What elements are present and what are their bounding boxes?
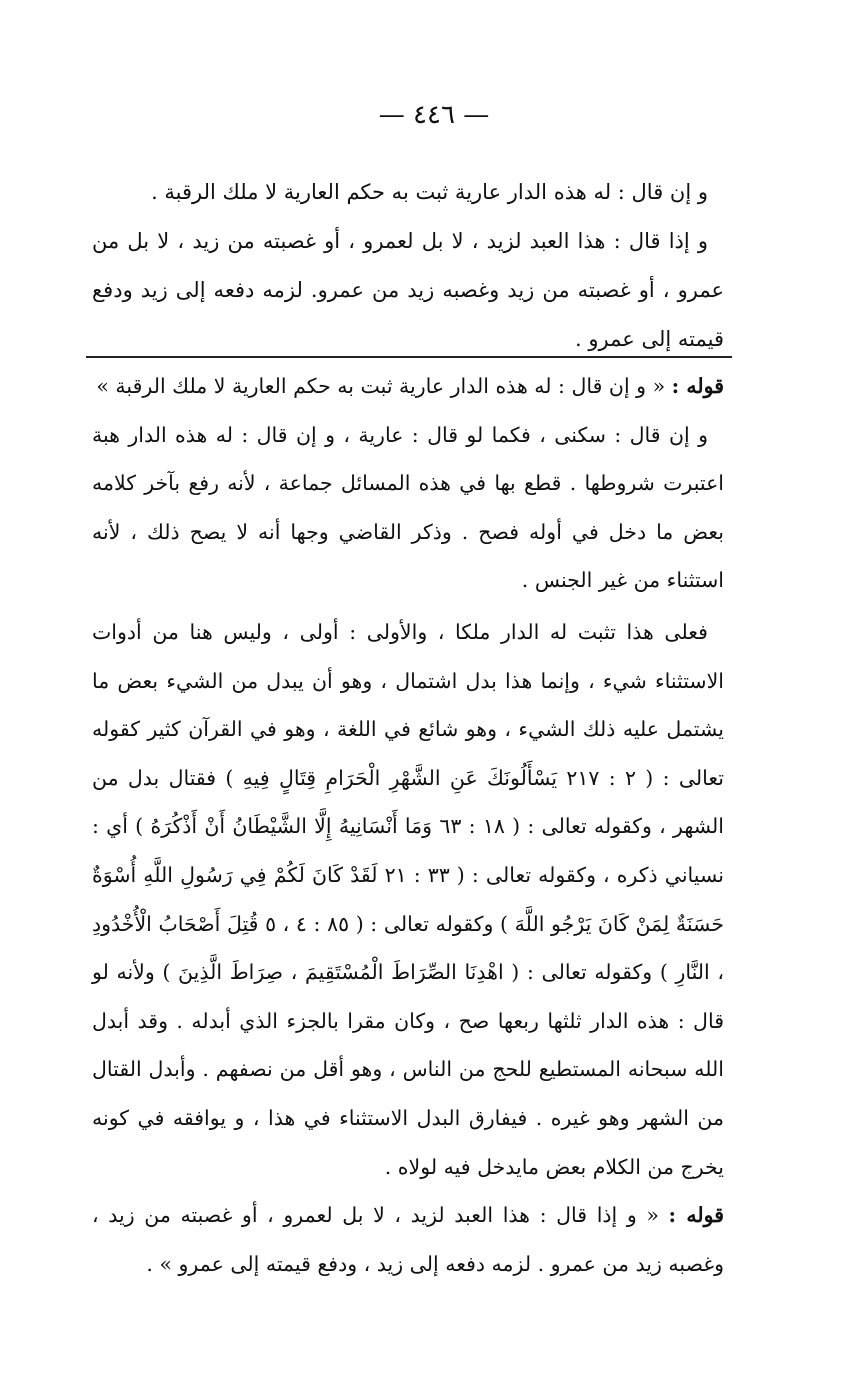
commentary-quote: « و إن قال : له هذه الدار عارية ثبت به حكم العارية لا ملك الرقبة » <box>96 374 672 398</box>
main-text-paragraph: و إذا قال : هذا العبد لزيد ، لا بل لعمرو ، أو غصبته من زيد ، لا بل من عمرو ، أو غصبته من زيد وغصبه زيد من عمرو. لزمه دفعه إلى زيد ودفع قيمته إلى عمرو . <box>92 229 724 351</box>
page-number: — ٤٤٦ — <box>378 100 490 130</box>
commentary-paragraph <box>92 411 724 605</box>
commentary-text <box>92 362 724 1288</box>
commentary-paragraph <box>92 1191 724 1288</box>
commentary-keyword: قوله : <box>668 1203 724 1228</box>
commentary-quote: « و إذا قال : هذا العبد لزيد ، لا بل لعمرو ، أو غصبته من زيد ، وغصبه زيد من عمرو . لزمه دفعه إلى زيد ، ودفع قيمته إلى عمرو » . <box>92 1203 724 1276</box>
commentary-paragraph <box>92 608 724 1191</box>
commentary-body: فعلى هذا تثبت له الدار ملكا ، والأولى : أولى ، وليس هنا من أدوات الاستثناء شيء ، وإنما هذا بدل اشتمال ، وهو أن يبدل من الشيء بعض ما يشتمل عليه ذلك الشيء ، وهو شائع في اللغة ، وهو في القرآن كثير كقوله تعالى : ( ٢ : ٢١٧ يَسْأَلُونَكَ عَنِ الشَّهْرِ الْحَرَامِ قِتَالٍ فِيهِ ) فقتال بدل من الشهر ، وكقوله تعالى : ( ١٨ : ٦٣ وَمَا أَنْسَانِيهُ إِلَّا الشَّيْطَانُ أَنْ أَذْكُرَهُ ) أي : نسياني ذكره ، وكقوله تعالى : ( ٣٣ : ٢١ لَقَدْ كَانَ لَكُمْ فِي رَسُولِ اللَّهِ أُسْوَةٌ حَسَنَةٌ لِمَنْ كَانَ يَرْجُو اللَّهَ ) وكقوله تعالى : ( ٨٥ : ٤ ، ٥ قُتِلَ أَصْحَابُ الْأُخْدُودِ ، النَّارِ ) وكقوله تعالى : ( اهْدِنَا الصِّرَاطَ الْمُسْتَقِيمَ ، صِرَاطَ الَّذِينَ ) ولأنه لو قال : هذه الدار ثلثها ربعها صح ، وكان مقرا بالجزء الذي أبدله . وقد أبدل الله سبحانه المستطيع للحج من الناس ، وهو أقل من نصفهم . وأبدل القتال من الشهر وهو غيره . فيفارق البدل الاستثناء في هذا ، و يوافقه في كونه يخرج من الكلام بعض مايدخل فيه لولاه . <box>92 619 724 1179</box>
main-text-paragraph: و إن قال : له هذه الدار عارية ثبت به حكم العارية لا ملك الرقبة . <box>151 180 708 204</box>
commentary-body: و إن قال : سكنى ، فكما لو قال : عارية ، و إن قال : له هذه الدار هبة اعتبرت شروطها . قطع بها في هذه المسائل جماعة ، لأنه رفع بآخر كلامه بعض ما دخل في أوله فصح . وذكر القاضي وجها أنه لا يصح ذلك ، لأنه استثناء من غير الجنس . <box>92 422 724 593</box>
main-text <box>92 168 724 364</box>
commentary-keyword: قوله : <box>671 374 724 398</box>
commentary-paragraph <box>92 362 724 411</box>
section-divider <box>86 356 732 358</box>
